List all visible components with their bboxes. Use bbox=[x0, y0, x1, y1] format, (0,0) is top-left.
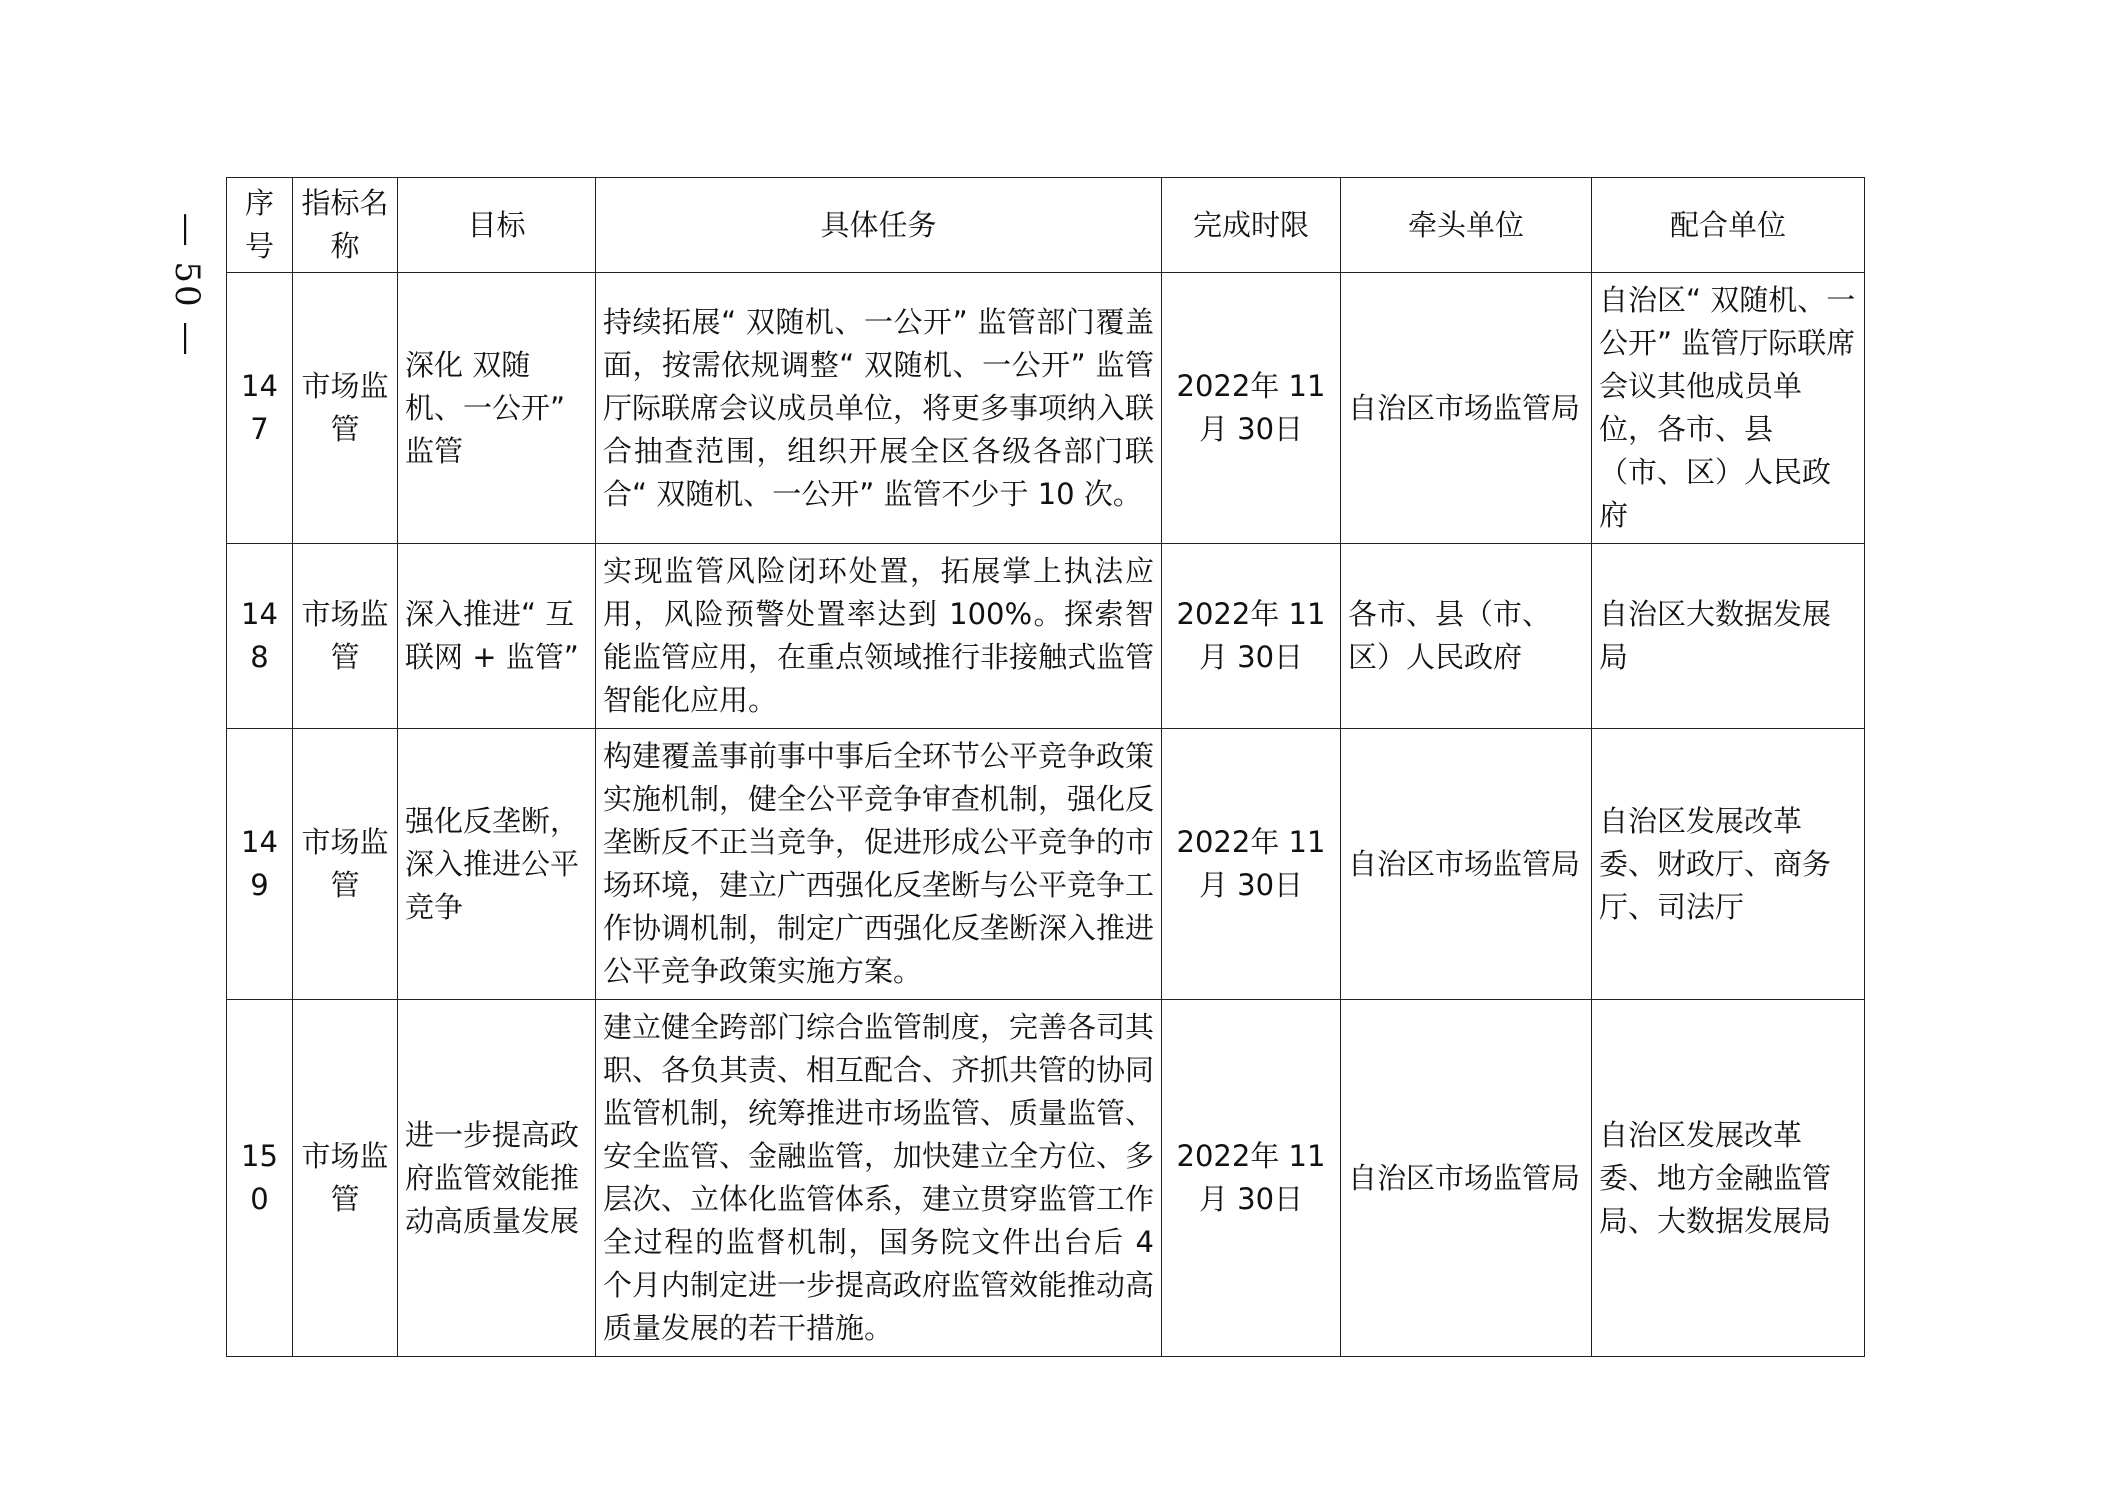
header-seq: 序号 bbox=[227, 178, 293, 273]
header-task: 具体任务 bbox=[596, 178, 1162, 273]
cell-seq: 148 bbox=[227, 544, 293, 729]
cell-cooperate: 自治区发展改革委、财政厅、商务厅、司法厅 bbox=[1592, 729, 1865, 1000]
cell-task: 构建覆盖事前事中事后全环节公平竞争政策实施机制，健全公平竞争审查机制，强化反垄断反不正当竞争，促进形成公平竞争的市场环境，建立广西强化反垄断与公平竞争工作协调机制，制定广西强化反垄断深入推进公平竞争政策实施方案。 bbox=[596, 729, 1162, 1000]
cell-lead: 自治区市场监管局 bbox=[1341, 1000, 1592, 1357]
header-deadline: 完成时限 bbox=[1162, 178, 1341, 273]
cell-cooperate: 自治区“ 双随机、一公开” 监管厅际联席会议其他成员单位，各市、县（市、区）人民政府 bbox=[1592, 273, 1865, 544]
cell-goal: 强化反垄断，深入推进公平竞争 bbox=[398, 729, 596, 1000]
cell-deadline: 2022年 11月 30日 bbox=[1162, 729, 1341, 1000]
cell-seq: 147 bbox=[227, 273, 293, 544]
cell-lead: 自治区市场监管局 bbox=[1341, 273, 1592, 544]
cell-deadline: 2022年 11月 30日 bbox=[1162, 273, 1341, 544]
cell-task: 持续拓展“ 双随机、一公开” 监管部门覆盖面，按需依规调整“ 双随机、一公开” 监管厅际联席会议成员单位，将更多事项纳入联合抽查范围，组织开展全区各级各部门联合“ 双随机、一公开” 监管不少于 10 次。 bbox=[596, 273, 1162, 544]
header-indicator: 指标名称 bbox=[293, 178, 398, 273]
table-row bbox=[227, 544, 1865, 729]
cell-goal: 进一步提高政府监管效能推动高质量发展 bbox=[398, 1000, 596, 1357]
cell-deadline: 2022年 11月 30日 bbox=[1162, 1000, 1341, 1357]
cell-task: 实现监管风险闭环处置，拓展掌上执法应用，风险预警处置率达到 100%。探索智能监管应用，在重点领域推行非接触式监管智能化应用。 bbox=[596, 544, 1162, 729]
cell-lead: 各市、县（市、区）人民政府 bbox=[1341, 544, 1592, 729]
cell-goal: 深入推进“ 互联网 + 监管” bbox=[398, 544, 596, 729]
cell-seq: 149 bbox=[227, 729, 293, 1000]
cell-indicator: 市场监管 bbox=[293, 544, 398, 729]
header-cooperate: 配合单位 bbox=[1592, 178, 1865, 273]
header-row bbox=[227, 178, 1865, 273]
table-row bbox=[227, 1000, 1865, 1357]
header-lead: 牵头单位 bbox=[1341, 178, 1592, 273]
cell-goal: 深化 双随机、一公开” 监管 bbox=[398, 273, 596, 544]
cell-seq: 150 bbox=[227, 1000, 293, 1357]
table-row bbox=[227, 729, 1865, 1000]
cell-deadline: 2022年 11月 30日 bbox=[1162, 544, 1341, 729]
header-goal: 目标 bbox=[398, 178, 596, 273]
cell-indicator: 市场监管 bbox=[293, 273, 398, 544]
cell-indicator: 市场监管 bbox=[293, 729, 398, 1000]
cell-cooperate: 自治区大数据发展局 bbox=[1592, 544, 1865, 729]
task-table bbox=[226, 177, 1865, 1357]
page-number: — 50 — bbox=[167, 212, 207, 358]
cell-cooperate: 自治区发展改革委、地方金融监管局、大数据发展局 bbox=[1592, 1000, 1865, 1357]
cell-task: 建立健全跨部门综合监管制度，完善各司其职、各负其责、相互配合、齐抓共管的协同监管机制，统筹推进市场监管、质量监管、安全监管、金融监管，加快建立全方位、多层次、立体化监管体系，建立贯穿监管工作全过程的监督机制，国务院文件出台后 4 个月内制定进一步提高政府监管效能推动高质量发展的若干措施。 bbox=[596, 1000, 1162, 1357]
table-row bbox=[227, 273, 1865, 544]
cell-indicator: 市场监管 bbox=[293, 1000, 398, 1357]
cell-lead: 自治区市场监管局 bbox=[1341, 729, 1592, 1000]
